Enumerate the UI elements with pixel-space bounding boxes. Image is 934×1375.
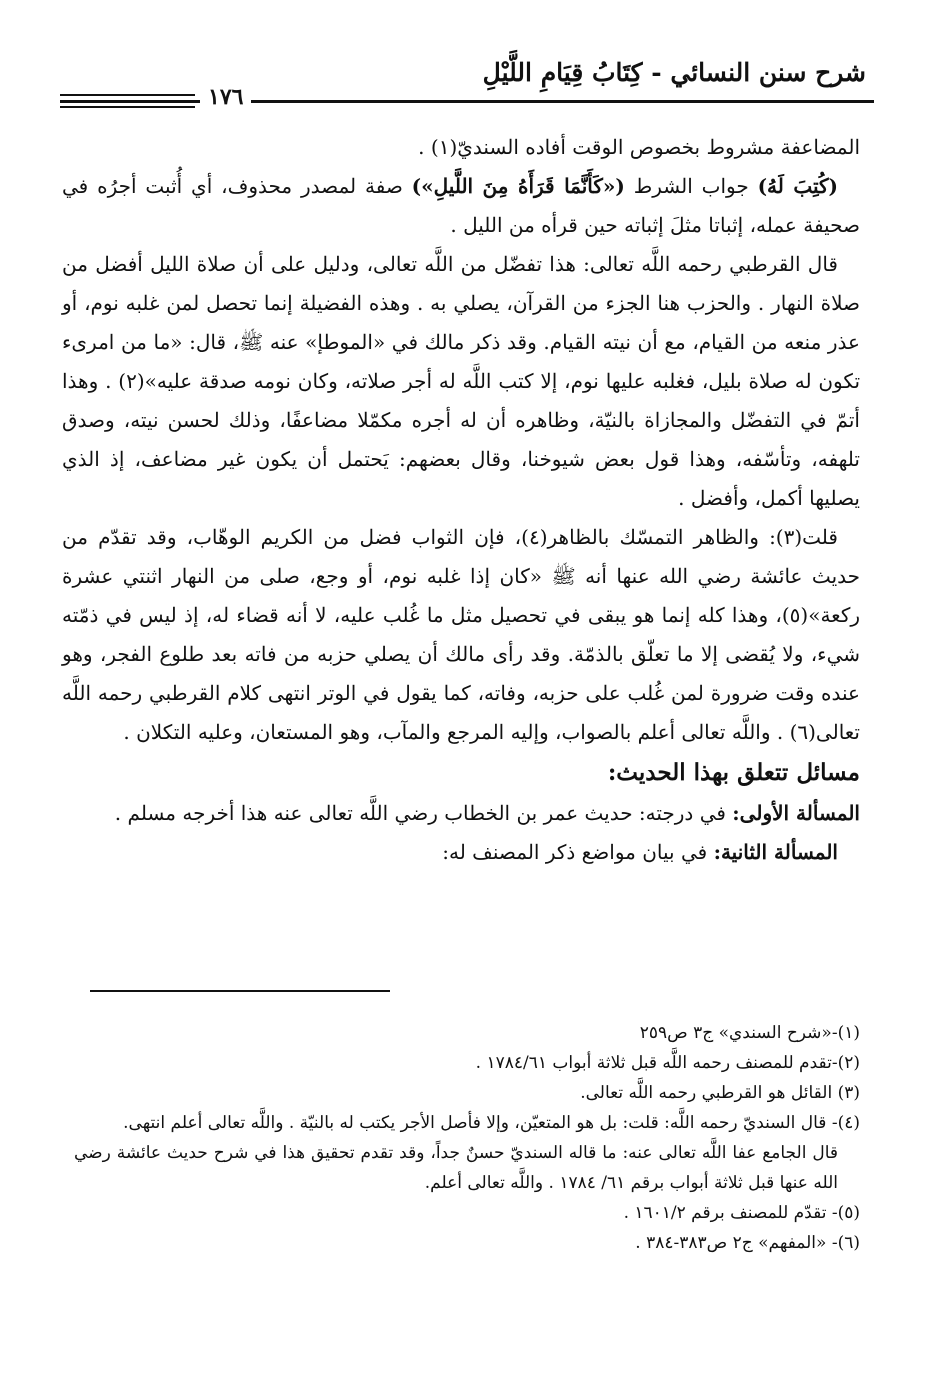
running-title: شرح سنن النسائي - كِتَابُ قِيَامِ اللَّيْلِ <box>482 58 866 87</box>
issue-paragraph <box>62 833 860 872</box>
paragraph: قلت(٣): والظاهر التمسّك بالظاهر(٤)، فإن الثواب فضل من الكريم الوهّاب، وقد تقدّم من حديث عائشة رضي الله عنها أنه ﷺ «كان إذا غلبه نوم، أو وجع، صلى من النهار اثنتي عشرة ركعة»(٥)، وهذا كله إنما هو يبقى في تحصيل مثل ما غُلب عليه، لا أنه قضاء له، إذ ليس في ذمّته شيء، ولا يُقضى إلا ما تعلّق بالذمّة. وقد رأى مالك أن يصلي حزبه من فاته بعد طلوع الفجر، وهو عنده وقت ضرورة لمن غُلب على حزبه، وفاته، كما يقول في الوتر انتهى كلام القرطبي رحمه اللَّه تعالى(٦) . واللَّه تعالى أعلم بالصواب، وإليه المرجع والمآب، وهو المستعان، وعليه التكلان . <box>62 525 860 744</box>
header-ornament-rule <box>60 106 195 108</box>
footnote-separator <box>90 990 390 992</box>
text-run: صفة لمصدر محذوف، أي أُثبت أجرُه في صحيفة عمله، إثباتا مثلَ إثباته حين قرأه من الليل . <box>62 174 860 237</box>
section-heading: مسائل تتعلق بهذا الحديث: <box>607 759 860 786</box>
footnote: (١)-«شرح السندي» ج٣ ص٢٥٩ <box>639 1023 860 1043</box>
header-ornament-rule <box>60 94 195 96</box>
main-text <box>62 128 860 872</box>
paragraph <box>62 167 860 245</box>
issue-label: المسألة الثانية: <box>713 840 838 864</box>
footnote: (٦)- «المفهم» ج٢ ص٣٨٣-٣٨٤ . <box>635 1233 860 1253</box>
issue-label: المسألة الأولى: <box>732 801 860 825</box>
paragraph: قال القرطبي رحمه اللَّه تعالى: هذا تفضّل من اللَّه تعالى، ودليل على أن صلاة الليل أفضل من صلاة النهار . والحزب هنا الجزء من القرآن، يصلي به . وهذه الفضيلة إنما تحصل لمن غلبه نوم، أو عذر منعه من القيام، مع أن نيته القيام. وقد ذكر مالك في «الموطإ» عنه ﷺ، قال: «ما من امرىء تكون له صلاة بليل، فغلبه عليها نوم، إلا كتب اللَّه له أجر صلاته، وكان نومه صدقة عليه»(٢) . وهذا أتمّ في التفضّل والمجازاة بالنيّة، وظاهره أن له أجره مكمّلا مضاعفًا، وذلك لحسن نيته، وصدق تلهفه، وتأسّفه، وهذا قول بعض شيوخنا، وقال بعضهم: يَحتمل أن يكون غير مضاعف، إذ الذي يصليها أكمل، وأفضل . <box>62 252 861 510</box>
page-header <box>60 46 874 116</box>
footnote: (٣) القائل هو القرطبي رحمه اللَّه تعالى. <box>580 1083 860 1103</box>
text-run: في بيان مواضع ذكر المصنف له: <box>442 840 714 864</box>
footnote: (٤)- قال السنديّ رحمه اللَّه: قلت: بل هو المتعيّن، وإلا فأصل الأجر يكتب له بالنيّة . واللَّه تعالى أعلم انتهى. <box>123 1113 860 1133</box>
footnote-continuation: قال الجامع عفا اللَّه تعالى عنه: ما قاله السنديّ حسنٌ جداً، وقد تقدم تحقيق هذا في شرح حديث عائشة رضي الله عنها قبل ثلاثة أبواب برقم ٦١/ ١٧٨٤ . واللَّه تعالى أعلم. <box>74 1143 838 1193</box>
header-rule <box>60 100 874 103</box>
bold-phrase: (كُتِبَ لَهُ) <box>757 174 838 198</box>
paragraph: المضاعفة مشروط بخصوص الوقت أفاده السنديّ(١) . <box>418 135 860 159</box>
text-run: في درجته: حديث عمر بن الخطاب رضي اللَّه تعالى عنه هذا أخرجه مسلم . <box>114 801 733 825</box>
footnote: (٥)- تقدّم للمصنف برقم ١٦٠١/٢ . <box>623 1203 860 1223</box>
text-run: جواب الشرط <box>624 174 758 198</box>
bold-phrase: («كَأَنَّمَا قَرَأَهُ مِنَ اللَّيلِ») <box>411 174 625 198</box>
footnotes <box>74 1018 860 1258</box>
issue-paragraph <box>62 794 860 833</box>
footnote: (٢)-تقدم للمصنف رحمه اللَّه قبل ثلاثة أبواب ١٧٨٤/٦١ . <box>475 1053 860 1073</box>
page-number: ١٧٦ <box>200 84 251 110</box>
